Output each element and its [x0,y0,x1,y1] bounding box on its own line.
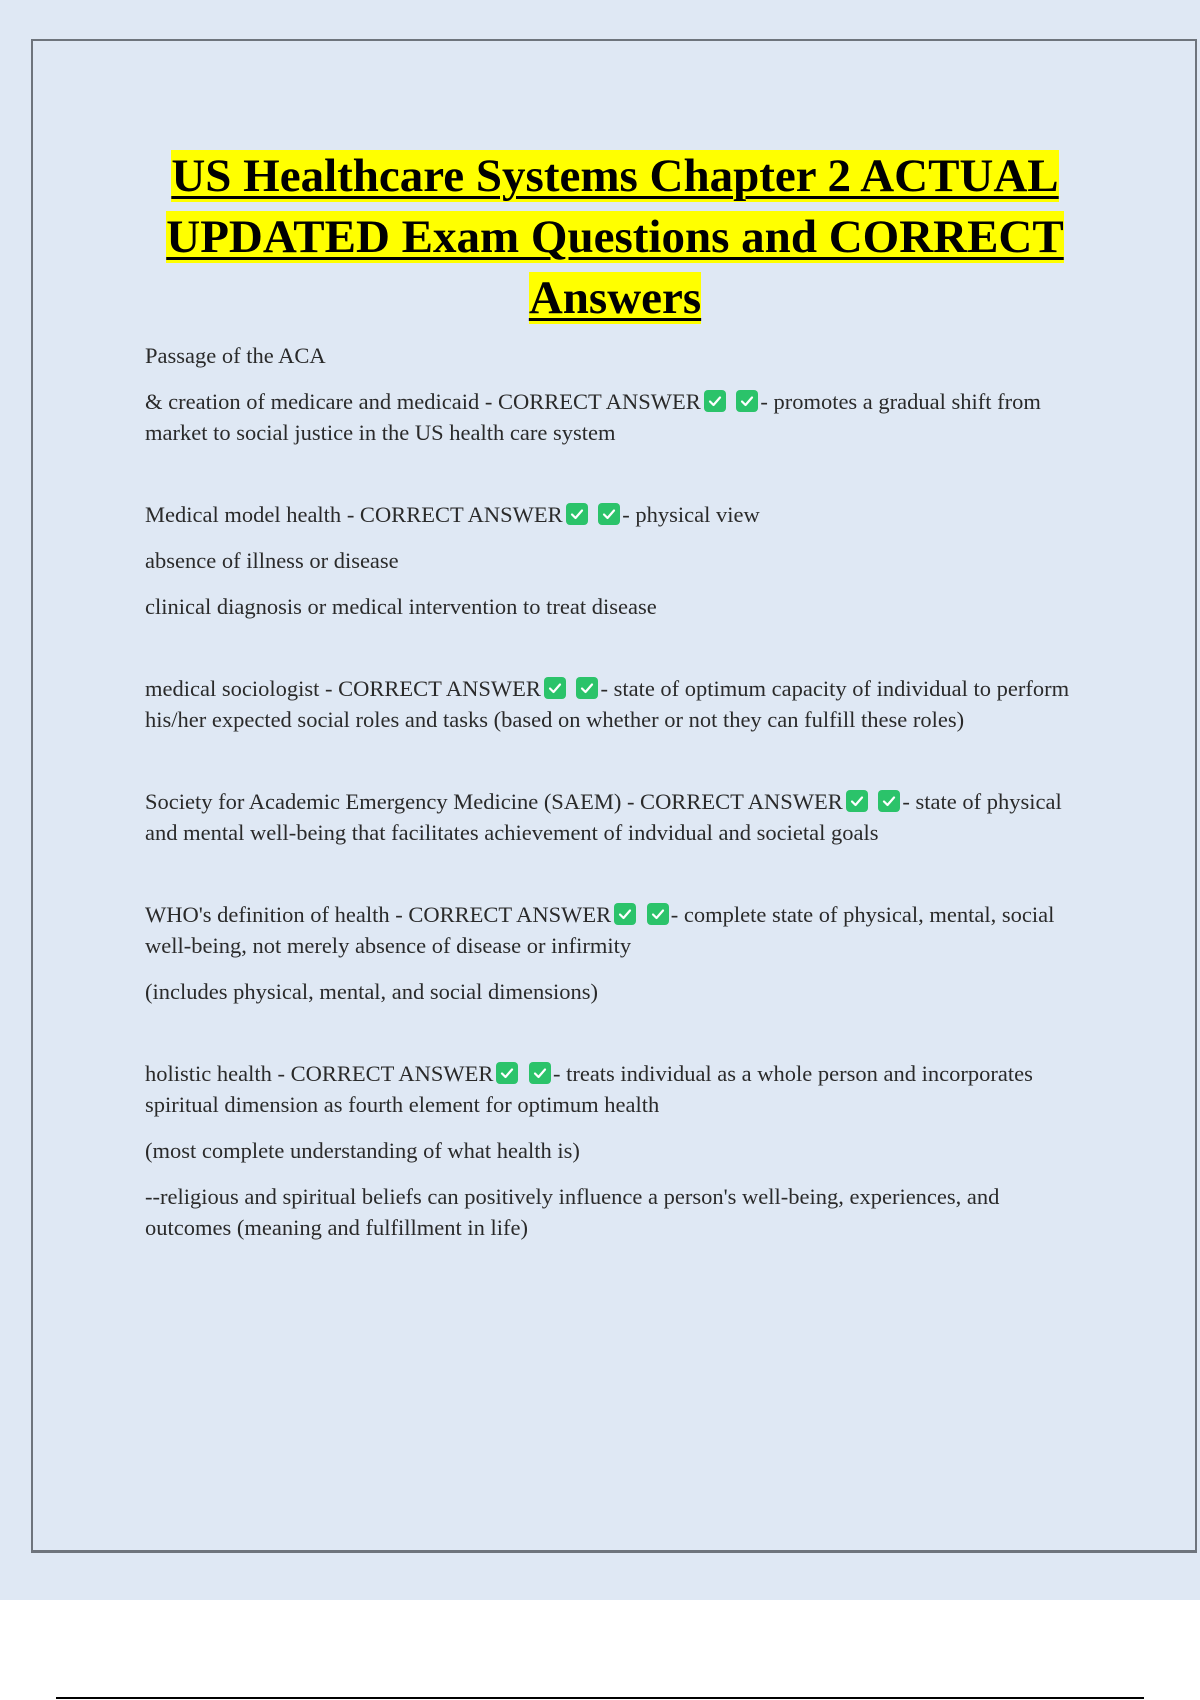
correct-answer-marker: - CORRECT ANSWER [395,902,612,927]
answer-note: (most complete understanding of what health is) [145,1138,580,1163]
document-title-text: US Healthcare Systems Chapter 2 ACTUAL UPDATED Exam Questions and CORRECT Answers [166,150,1064,324]
check-mark-icon [544,677,566,699]
answer-text: - promotes a gradual shift from market to social justice in the US health care system [145,389,1041,445]
answer-note: clinical diagnosis or medical intervention to treat disease [145,594,657,619]
check-mark-icon [496,1062,518,1084]
qa-line [145,899,1075,961]
correct-answer-marker: - CORRECT ANSWER [626,789,843,814]
question-term: Medical model health [145,502,342,527]
entry-line: Passage of the ACA [145,343,326,368]
qa-entry [145,499,1075,622]
question-term: Society for Academic Emergency Medicine (SAEM) [145,789,622,814]
correct-answer-marker: - CORRECT ANSWER [484,389,701,414]
check-mark-icon [647,903,669,925]
answer-text: - state of optimum capacity of individual to perform his/her expected social roles and tasks (based on whether or not they can fulfill these roles) [145,676,1070,732]
qa-line [145,386,1075,448]
question-term: & creation of medicare and medicaid [145,389,480,414]
check-mark-icon [736,390,758,412]
correct-answer-marker: - CORRECT ANSWER [346,502,563,527]
check-mark-icon [566,503,588,525]
qa-line [145,673,1075,735]
qa-entry [145,340,1075,371]
check-mark-icon [529,1062,551,1084]
qa-content [145,340,1075,1258]
qa-line [145,1058,1075,1120]
qa-line [145,499,1075,530]
check-mark-icon [846,790,868,812]
check-mark-icon [598,503,620,525]
answer-text: - treats individual as a whole person and incorporates spiritual dimension as fourth element for optimum health [145,1061,1033,1117]
check-mark-icon [614,903,636,925]
answer-text: - state of physical and mental well-being that facilitates achievement of indvidual and societal goals [145,789,1062,845]
document-title [130,146,1100,329]
answer-text: - physical view [622,502,760,527]
correct-answer-marker: - CORRECT ANSWER [277,1061,494,1086]
check-mark-icon [878,790,900,812]
answer-note: --religious and spiritual beliefs can positively influence a person's well-being, experiences, and outcomes (meaning and fulfillment in life) [145,1184,1000,1240]
question-term: WHO's definition of health [145,902,390,927]
bottom-divider [56,1697,1144,1699]
answer-note: (includes physical, mental, and social dimensions) [145,979,599,1004]
qa-entry [145,673,1075,735]
question-term: holistic health [145,1061,272,1086]
qa-line [145,786,1075,848]
question-term: medical sociologist [145,676,320,701]
qa-entry [145,1058,1075,1243]
answer-text: - complete state of physical, mental, social well-being, not merely absence of disease or infirmity [145,902,1055,958]
answer-note: absence of illness or disease [145,548,399,573]
check-mark-icon [704,390,726,412]
qa-entry [145,386,1075,448]
qa-entry [145,786,1075,848]
qa-entry [145,899,1075,1007]
correct-answer-marker: - CORRECT ANSWER [324,676,541,701]
check-mark-icon [576,677,598,699]
